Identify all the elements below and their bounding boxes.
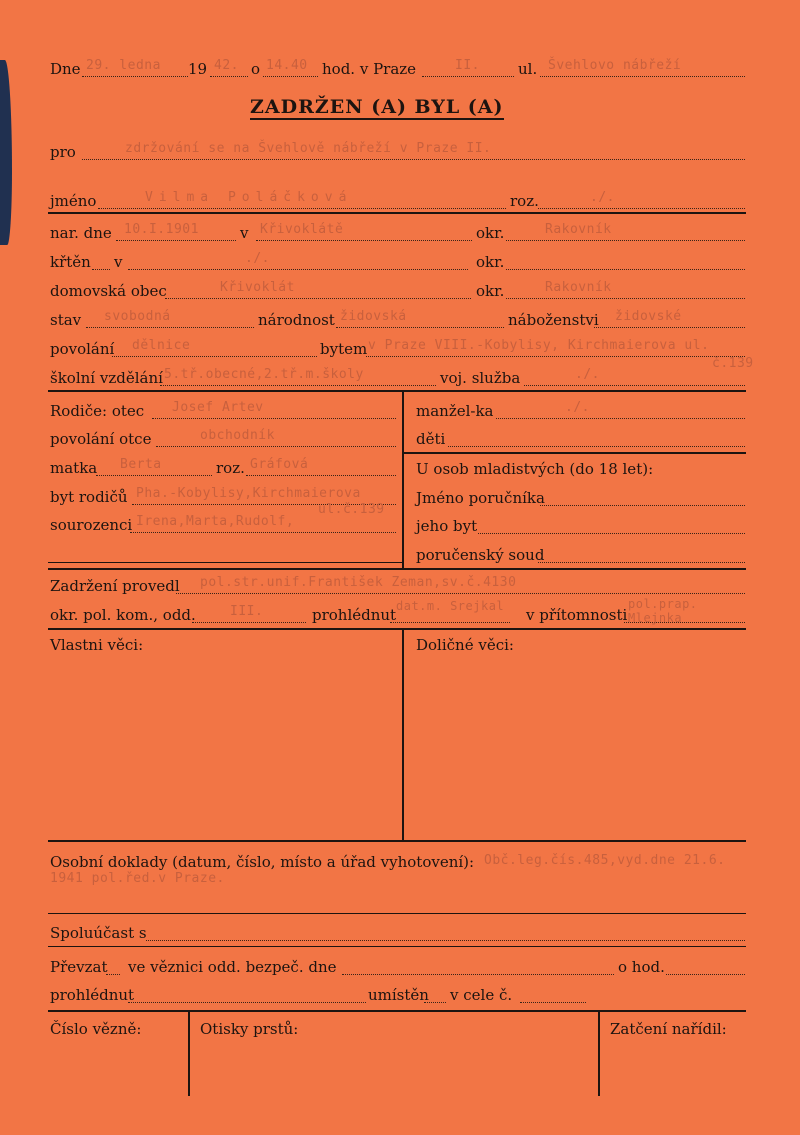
jeho-byt-line (478, 533, 745, 534)
dolicne-label: Doličné věci: (416, 636, 514, 654)
okr2-label: okr. (476, 253, 505, 271)
items-column-divider (402, 630, 404, 840)
cislo-label: Číslo vězně: (50, 1020, 142, 1038)
roz-line (538, 208, 745, 209)
o-hod-line (666, 974, 745, 975)
bytem-line (366, 356, 745, 357)
jmeno-label: jméno (50, 192, 97, 210)
deti-label: děti (416, 430, 446, 448)
vlastni-label: Vlastni věci: (50, 636, 144, 654)
prevzat-line (106, 974, 120, 975)
matka-roz-line (246, 475, 396, 476)
sourozenci-line (130, 532, 396, 533)
krten-value: ./. (245, 251, 270, 266)
byt-label: byt rodičů (50, 488, 128, 506)
manzel-value: ./. (565, 400, 590, 415)
jeho-byt-label: jeho byt (416, 517, 478, 535)
matka-line (96, 475, 212, 476)
v-line (256, 240, 472, 241)
sourozenci-value: Irena,Marta,Rudolf, (136, 514, 295, 529)
divider-3 (48, 568, 746, 570)
okr1-value: Rakovník (545, 222, 612, 237)
roz-value: ./. (590, 190, 615, 205)
year-prefix: 19 (188, 60, 208, 78)
v-value: Křivoklátě (260, 222, 344, 237)
okr3-label: okr. (476, 282, 505, 300)
okr1-line (506, 240, 745, 241)
okr3-line (506, 298, 745, 299)
veznici-line (342, 974, 614, 975)
year-value: 42. (214, 58, 239, 73)
nabozenstvi-value: židovské (615, 309, 682, 324)
povolani-line (112, 356, 317, 357)
krten-v-label: v (114, 253, 123, 271)
time-value: 14.40 (266, 58, 308, 73)
stav-value: svobodná (104, 309, 171, 324)
narodnost-value: židovská (340, 309, 407, 324)
porucnik-line (540, 505, 745, 506)
prohlednut-label: prohlédnut (312, 606, 397, 624)
deti-line (448, 446, 745, 447)
dne-label: Dne (50, 60, 81, 78)
stav-label: stav (50, 311, 82, 329)
povolani-otce-value: obchodník (200, 428, 275, 443)
skolni-line (160, 385, 436, 386)
jmeno-line (98, 208, 506, 209)
skolni-label: školní vzdělání (50, 369, 163, 387)
divider-2 (48, 390, 746, 392)
torn-edge-mark (0, 60, 12, 245)
matka-roz-value: Gráfová (250, 457, 309, 472)
soud-line (538, 562, 745, 563)
povolani-value: dělnice (132, 338, 191, 353)
form-title: ZADRŽEN (A) BYL (A) (250, 96, 504, 118)
v-label: v (240, 224, 249, 242)
year-line (210, 76, 248, 77)
jmeno-value: Vilma Poláčková (145, 190, 353, 205)
krten-line (92, 269, 110, 270)
minors-heading: U osob mladistvých (do 18 let): (416, 460, 654, 478)
manzel-line (496, 418, 745, 419)
rodice-label: Rodiče: otec (50, 402, 145, 420)
parents-column-divider (402, 392, 404, 568)
povolani-otce-label: povolání otce (50, 430, 152, 448)
prohlednut-line (390, 622, 510, 623)
minors-box-top (402, 452, 746, 454)
pro-value: zdržování se na Švehlově nábřeží v Praze II. (125, 141, 492, 156)
matka-label: matka (50, 459, 98, 477)
prevzat-label: Převzat (50, 958, 108, 976)
otec-value: Josef Artev (172, 400, 264, 415)
byt-value: Pha.-Kobylisy,Kirchmaierova (136, 486, 361, 501)
divider-1 (48, 212, 746, 214)
footer-divider-2 (598, 1012, 600, 1096)
bytem-label: bytem (320, 340, 368, 358)
narodnost-label: národnost (258, 311, 335, 329)
street-value: Švehlovo nábřeží (548, 58, 682, 73)
obec-label: domovská obec (50, 282, 167, 300)
nabozenstvi-line (594, 327, 745, 328)
obec-value: Křivoklát (220, 280, 295, 295)
otec-line (152, 418, 396, 419)
stav-line (86, 327, 254, 328)
ul-label: ul. (518, 60, 538, 78)
umisten-line (424, 1002, 446, 1003)
time-line (263, 76, 318, 77)
district-value: II. (455, 58, 480, 73)
spolu-label: Spoluúčast s (50, 924, 147, 942)
bytem-value: v Praze VIII.-Kobylisy, Kirchmaierova ul. (368, 338, 710, 353)
pritomnosti-label: v přítomnosti (526, 606, 628, 624)
documents-value-1: Obč.leg.čís.485,vyd.dne 21.6. (484, 853, 726, 868)
voj-line (524, 385, 745, 386)
okr-label: okr. pol. kom., odd. (50, 606, 196, 624)
cele-label: v cele č. (450, 986, 513, 1004)
roz-label: roz. (510, 192, 539, 210)
porucnik-label: Jméno poručníka (416, 489, 545, 507)
okr-line (192, 622, 306, 623)
krten-label: křtěn (50, 253, 91, 271)
narodnost-line (336, 327, 504, 328)
povolani-label: povolání (50, 340, 115, 358)
nar-line (116, 240, 236, 241)
transfer-prohlednut-line (128, 1002, 366, 1003)
prohlednut-value: dat.m. Srejkal (396, 599, 505, 613)
parents-bottom-line (48, 562, 402, 563)
cele-line (520, 1002, 586, 1003)
obec-line (165, 298, 471, 299)
umisten-label: umístěn (368, 986, 429, 1004)
hod-label: hod. v Praze (322, 60, 417, 78)
nar-value: 10.I.1901 (124, 222, 199, 237)
matka-value: Berta (120, 457, 162, 472)
nabozenstvi-label: náboženstvi (508, 311, 599, 329)
documents-bottom-line (48, 913, 746, 914)
spolu-bottom-line (48, 946, 746, 947)
divider-4 (48, 628, 746, 630)
documents-label: Osobní doklady (datum, číslo, místo a úřad vyhotovení): (50, 853, 475, 871)
okr1-label: okr. (476, 224, 505, 242)
date-value: 29. ledna (86, 58, 161, 73)
veznici-label: ve věznici odd. bezpeč. dne (128, 958, 337, 976)
okr2-line (506, 269, 745, 270)
divider-6 (48, 1010, 746, 1012)
district-line (422, 76, 514, 77)
povolani-otce-line (156, 446, 396, 447)
documents-value-2: 1941 pol.řed.v Praze. (50, 871, 225, 886)
okr3-value: Rakovník (545, 280, 612, 295)
footer-divider-1 (188, 1012, 190, 1096)
voj-label: voj. služba (440, 369, 521, 387)
spolu-line (146, 940, 745, 941)
pritomnosti-value: pol.prap. Mlejnka (628, 597, 698, 625)
matka-roz-label: roz. (216, 459, 245, 477)
manzel-label: manžel-ka (416, 402, 494, 420)
provedl-line (176, 593, 745, 594)
nar-label: nar. dne (50, 224, 112, 242)
provedl-label: Zadržení provedl (50, 577, 180, 595)
soud-label: poručenský soud (416, 546, 545, 564)
krten-v-line (128, 269, 468, 270)
skolni-value: 5.tř.obecné,2.tř.m.školy (164, 367, 364, 382)
byt-value-2: ul.č.139 (318, 502, 385, 517)
date-line (82, 76, 188, 77)
sourozenci-label: sourozenci (50, 516, 133, 534)
pro-line (82, 159, 745, 160)
voj-value: ./. (575, 367, 600, 382)
o-label: o (251, 60, 261, 78)
pro-label: pro (50, 143, 76, 161)
provedl-value: pol.str.unif.František Zeman,sv.č.4130 (200, 575, 517, 590)
bytem-value-2: č.139 (712, 356, 754, 371)
street-line (540, 76, 745, 77)
zatceni-label: Zatčení nařídil: (610, 1020, 727, 1038)
otisky-label: Otisky prstů: (200, 1020, 299, 1038)
o-hod-label: o hod. (618, 958, 665, 976)
okr-value: III. (230, 604, 264, 619)
divider-5 (48, 840, 746, 842)
transfer-prohlednut-label: prohlédnut (50, 986, 135, 1004)
